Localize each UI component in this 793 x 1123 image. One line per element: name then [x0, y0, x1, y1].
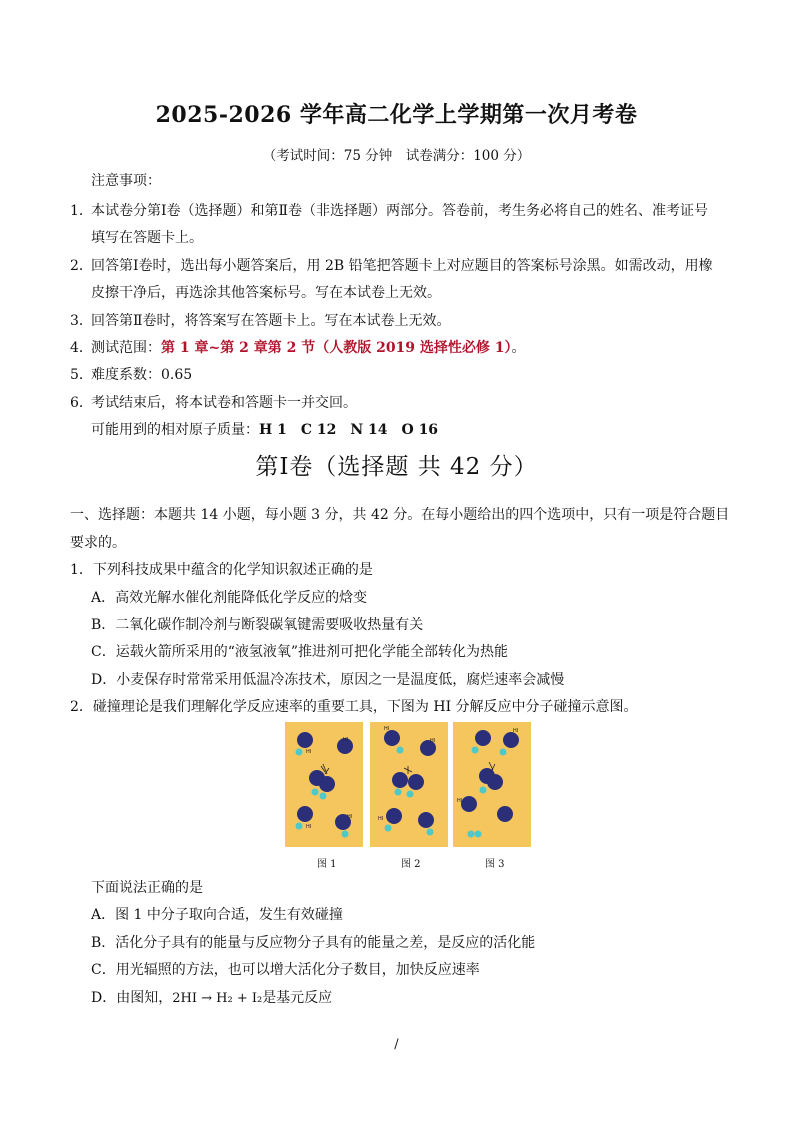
molecule-label: HI [513, 728, 519, 734]
question-1-option-a: A．高效光解水催化剂能降低化学反应的焓变 [91, 590, 368, 606]
note-number: 5． [70, 367, 93, 383]
molecule-illustration [370, 722, 448, 847]
atomic-mass-line [91, 420, 438, 440]
molecule-label: HI [306, 824, 312, 830]
molecule-label: HI [306, 749, 312, 755]
molecule-label: HI [347, 814, 353, 820]
option-d-suffix: 是基元反应 [262, 990, 333, 1006]
question-2-option-d [91, 988, 332, 1009]
page-number: / [394, 1037, 399, 1052]
note-text: 回答第Ⅱ卷时，将答案写在答题卡上。写在本试卷上无效。 [91, 313, 451, 329]
molecule-label: HI [430, 738, 436, 744]
molecule-label: HI [378, 816, 384, 822]
note-text [91, 338, 526, 358]
question-2-option-c: C．用光辐照的方法，也可以增大活化分子数目，加快反应速率 [91, 962, 480, 978]
reaction-equation: 2HI → H₂ + I₂ [172, 991, 263, 1006]
figure-panel-3 [453, 722, 531, 847]
question-2-option-a: A．图 1 中分子取向合适，发生有效碰撞 [91, 907, 343, 923]
question-1-stem: 1．下列科技成果中蕴含的化学知识叙述正确的是 [70, 562, 373, 578]
note-number: 4． [70, 340, 93, 356]
exam-subtitle: （考试时间：75 分钟 试卷满分：100 分） [262, 148, 531, 164]
molecule-label: HI [457, 798, 463, 804]
note-text: 本试卷分第Ⅰ卷（选择题）和第Ⅱ卷（非选择题）两部分。答卷前，考生务必将自己的姓名、准考证号 [91, 203, 709, 219]
question-2-stem: 2．碰撞理论是我们理解化学反应速率的重要工具，下图为 HI 分解反应中分子碰撞示意图。 [70, 699, 638, 715]
atomic-mass-label: 可能用到的相对原子质量： [91, 422, 259, 438]
question-2-option-b: B．活化分子具有的能量与反应物分子具有的能量之差，是反应的活化能 [91, 935, 536, 951]
molecule-illustration [453, 722, 531, 847]
molecule-illustration [285, 722, 363, 847]
note-text: 考试结束后，将本试卷和答题卡一并交回。 [91, 395, 357, 411]
test-range-suffix: 。 [511, 340, 526, 356]
part-intro: 一、选择题：本题共 14 小题，每小题 3 分，共 42 分。在每小题给出的四个选项中，只有一项是符合题目 [70, 507, 730, 523]
note-text: 填写在答题卡上。 [91, 230, 203, 246]
figure-panel-1 [285, 722, 363, 847]
test-range-value: 第 1 章~第 2 章第 2 节（人教版 2019 选择性必修 1） [161, 340, 512, 356]
question-2-follow: 下面说法正确的是 [91, 880, 203, 896]
note-text: 难度系数：0.65 [91, 367, 193, 383]
figure-label-1: 图 1 [317, 859, 337, 870]
exam-title: 2025-2026 学年高二化学上学期第一次月考卷 [155, 102, 638, 128]
figure-label-2: 图 2 [401, 859, 421, 870]
option-d-prefix: D．由图知， [91, 990, 173, 1006]
test-range-label: 测试范围： [91, 340, 161, 356]
note-number: 2． [70, 258, 93, 274]
section-title: 第Ⅰ卷（选择题 共 42 分） [255, 454, 538, 480]
question-1-option-b: B．二氧化碳作制冷剂与断裂碳氧键需要吸收热量有关 [91, 617, 424, 633]
figure-panel-2 [370, 722, 448, 847]
note-text: 回答第Ⅰ卷时，选出每小题答案后，用 2B 铅笔把答题卡上对应题目的答案标号涂黑。如需改动，用橡 [91, 258, 713, 274]
figure-label-3: 图 3 [485, 859, 505, 870]
atomic-mass-values: H 1 C 12 N 14 O 16 [259, 422, 439, 438]
notes-heading: 注意事项： [91, 173, 161, 189]
note-number: 6． [70, 395, 93, 411]
question-1-option-c: C．运载火箭所采用的“液氢液氧”推进剂可把化学能全部转化为热能 [91, 644, 509, 660]
molecule-label: HI [343, 737, 349, 743]
molecule-label: HI [384, 726, 390, 732]
note-number: 3． [70, 313, 93, 329]
note-text: 皮擦干净后，再选涂其他答案标号。写在本试卷上无效。 [91, 285, 441, 301]
part-intro: 要求的。 [70, 535, 126, 551]
question-1-option-d: D．小麦保存时常常采用低温冷冻技术，原因之一是温度低，腐烂速率会减慢 [91, 672, 565, 688]
note-number: 1． [70, 203, 93, 219]
collision-figure [285, 722, 533, 847]
